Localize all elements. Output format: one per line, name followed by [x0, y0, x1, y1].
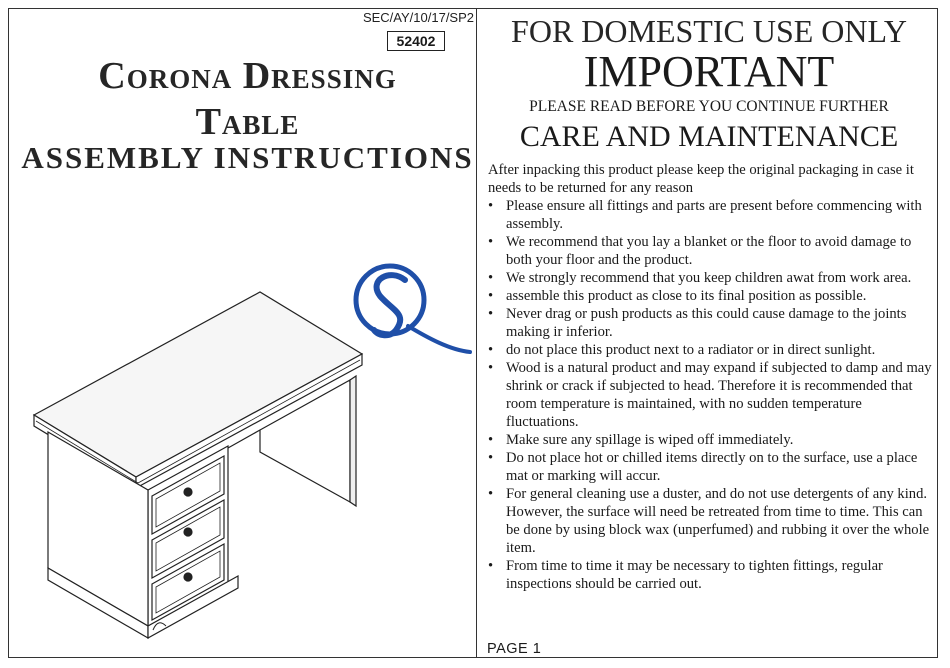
list-item: • Make sure any spillage is wiped off immediately.: [486, 431, 932, 449]
read-before-note: PLEASE READ BEFORE YOU CONTINUE FURTHER: [529, 98, 889, 115]
list-item: • For general cleaning use a duster, and do not use detergents of any kind. However, the surface will need be retreated from time to time. This can be done by using block wax (unperfumed) and rubbing it over the whole item.: [486, 485, 932, 557]
list-item: • assemble this product as close to its final position as possible.: [486, 287, 932, 305]
care-column: [486, 12, 932, 593]
title-line-2: Table: [195, 101, 300, 143]
product-code-box: 52402: [387, 31, 445, 51]
care-maintenance-heading: CARE AND MAINTENANCE: [519, 120, 899, 153]
care-bullet-list: [486, 197, 932, 593]
assembly-instructions-heading: ASSEMBLY INSTRUCTIONS: [21, 140, 474, 175]
list-item: • Please ensure all fittings and parts are present before commencing with assembly.: [486, 197, 932, 233]
domestic-use-heading: FOR DOMESTIC USE ONLY: [511, 13, 907, 49]
list-item: • We recommend that you lay a blanket or the floor to avoid damage to both your floor and the product.: [486, 233, 932, 269]
title-line-1: Corona Dressing: [98, 55, 397, 97]
list-item: • Never drag or push products as this could cause damage to the joints making ir inferior.: [486, 305, 932, 341]
page-number: PAGE 1: [487, 641, 542, 657]
intro-paragraph: After inpacking this product please keep the original packaging in case it needs to be returned for any reason: [488, 162, 914, 196]
list-item: • do not place this product next to a radiator or in direct sunlight.: [486, 341, 932, 359]
list-item: • We strongly recommend that you keep children awat from work area.: [486, 269, 932, 287]
column-divider: [476, 8, 477, 658]
important-heading: IMPORTANT: [583, 47, 835, 96]
list-item: • From time to time it may be necessary to tighten fittings, regular inspections should be carried out.: [486, 557, 932, 593]
dressing-table-illustration: [28, 270, 368, 655]
list-item: • Wood is a natural product and may expand if subjected to damp and may shrink or crack if subjected to head. Therefore it is recommended that room temperature is maintained, with no sudden temperature fluctuations.: [486, 359, 932, 431]
brand-logo-icon: [350, 258, 475, 358]
list-item: • Do not place hot or chilled items directly on to the surface, use a place mat or marking will accur.: [486, 449, 932, 485]
document-code: SEC/AY/10/17/SP2: [362, 10, 474, 25]
